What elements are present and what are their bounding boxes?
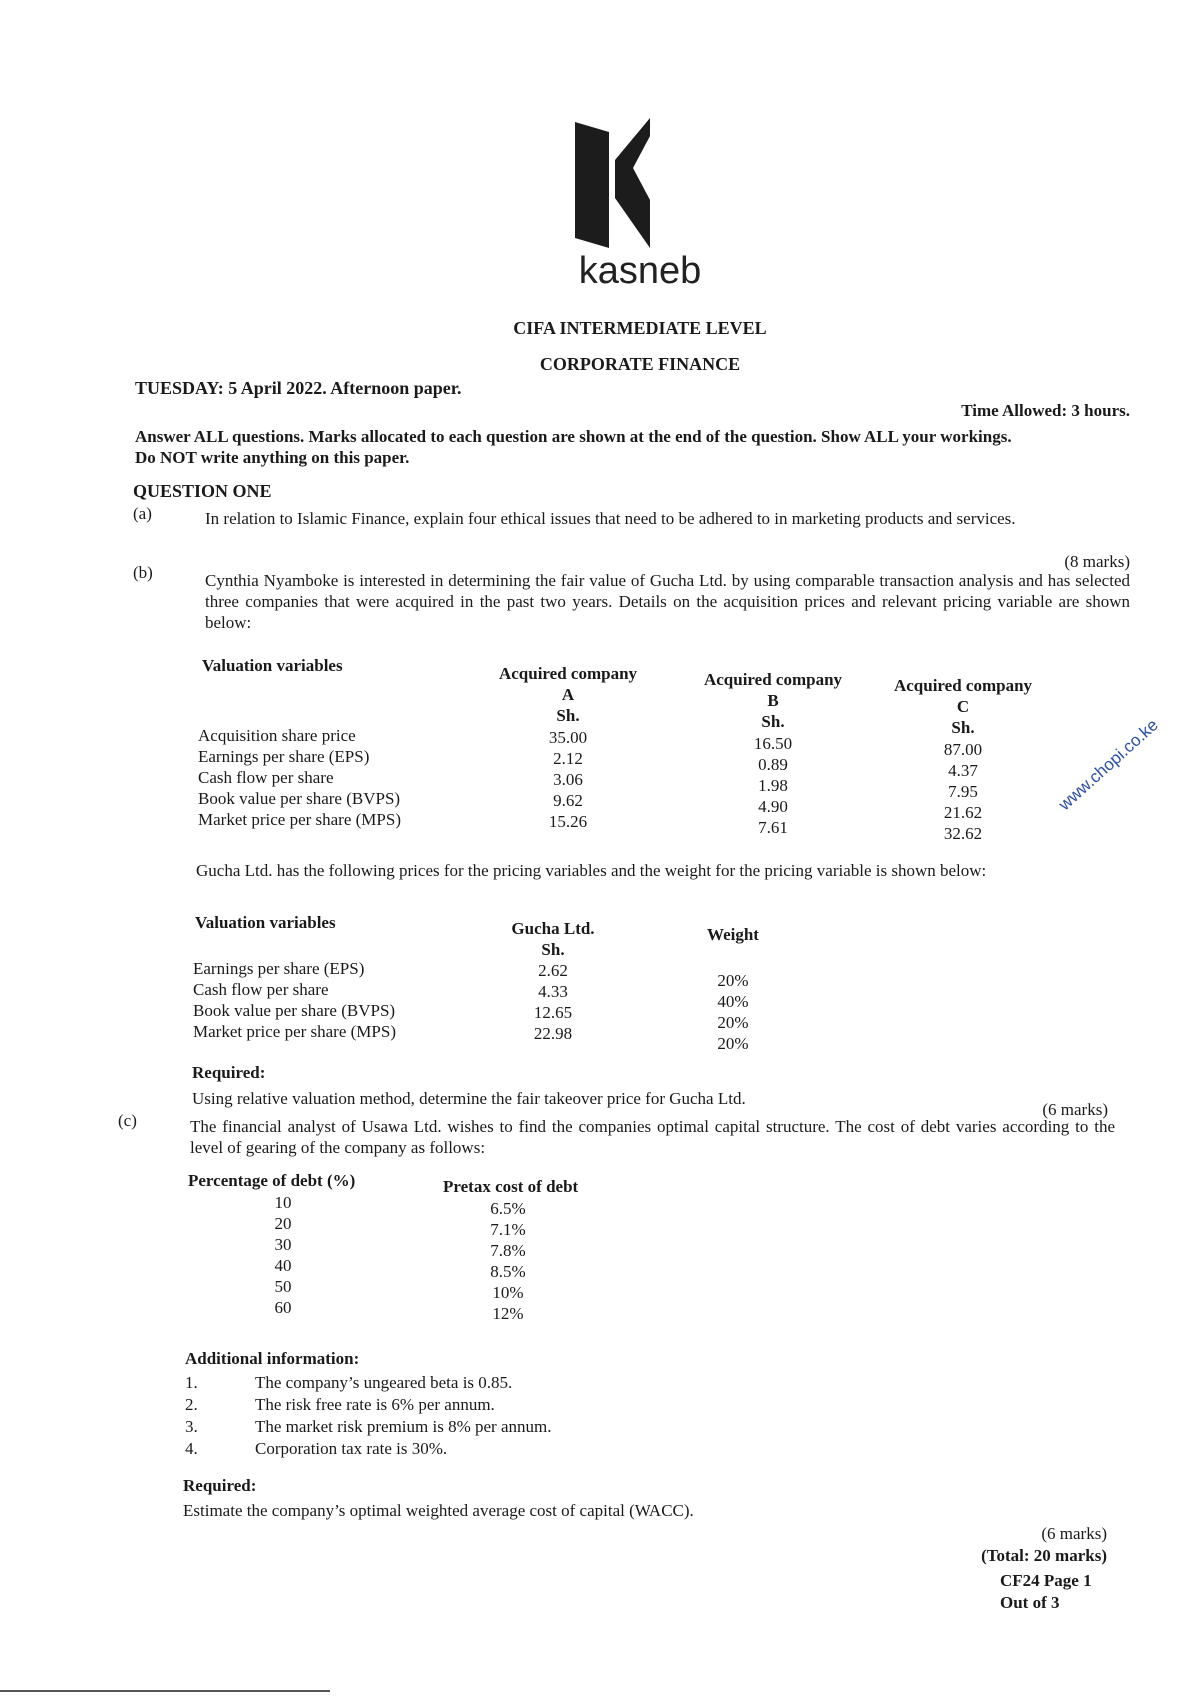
table-row-label: Book value per share (BVPS) xyxy=(193,1001,396,1020)
table1-col-a-header: Acquired company A Sh. xyxy=(498,664,638,725)
part-c-text: The financial analyst of Usawa Ltd. wishes to find the companies optimal capital structure. The cost of debt varies according to the level of gearing of the company as follows: xyxy=(190,1117,1115,1157)
table1-col-b-values xyxy=(683,733,863,838)
table-row-label: Earnings per share (EPS) xyxy=(198,747,370,766)
table-cell: 4.33 xyxy=(538,982,568,1001)
exam-subject: CORPORATE FINANCE xyxy=(539,354,741,374)
table-cell: 20% xyxy=(717,1034,749,1053)
table2-weight-header: Weight xyxy=(707,925,759,944)
table-cell: 32.62 xyxy=(943,824,983,843)
question-title: QUESTION ONE xyxy=(133,481,272,501)
table3-cost-values xyxy=(453,1198,563,1324)
table-cell: 4.37 xyxy=(948,761,978,780)
table-row-label: Market price per share (MPS) xyxy=(193,1022,396,1041)
table1-col-c-values xyxy=(873,739,1053,844)
table-row-label: Earnings per share (EPS) xyxy=(193,959,365,978)
table3-col2-header: Pretax cost of debt xyxy=(443,1177,579,1196)
part-b-marks: (6 marks) xyxy=(1042,1100,1108,1119)
part-b-text: Cynthia Nyamboke is interested in determining the fair value of Gucha Ltd. by using comparable transaction analysis and has selected three companies that were acquired in the past two years. Details on the acquisition prices and relevant pricing variable are shown below: xyxy=(205,571,1130,632)
table-cell: 4.90 xyxy=(758,797,788,816)
bottom-rule xyxy=(0,1690,330,1692)
table-cell: 7.1% xyxy=(490,1220,526,1239)
list-item: 2. The risk free rate is 6% per annum. xyxy=(185,1395,495,1414)
table-cell: 22.98 xyxy=(533,1024,573,1043)
table-cell: 2.12 xyxy=(553,749,583,768)
table-cell: 9.62 xyxy=(553,791,583,810)
watermark-text: www.chopi.co.ke xyxy=(1055,715,1162,815)
table-cell: 20% xyxy=(717,1013,749,1032)
table1-row-labels xyxy=(198,725,458,830)
part-a-marks: (8 marks) xyxy=(1064,552,1130,571)
part-b-required-label: Required: xyxy=(192,1063,266,1082)
total-marks: (Total: 20 marks) xyxy=(981,1546,1107,1565)
table-cell: 0.89 xyxy=(758,755,788,774)
table3-debt-values xyxy=(228,1192,338,1318)
table-cell: 20% xyxy=(717,971,749,990)
table-cell: 7.61 xyxy=(758,818,788,837)
part-b-label: (b) xyxy=(133,563,153,582)
table-cell: 40% xyxy=(717,992,749,1011)
table1-col-a-values xyxy=(478,727,658,832)
page-out-of: Out of 3 xyxy=(1000,1593,1060,1612)
table-row-label: Book value per share (BVPS) xyxy=(198,789,401,808)
table-cell: 50 xyxy=(274,1277,292,1296)
table-cell: 2.62 xyxy=(538,961,568,980)
table-row-label: Cash flow per share xyxy=(198,768,334,787)
table-cell: 60 xyxy=(274,1298,292,1317)
list-item: 4. Corporation tax rate is 30%. xyxy=(185,1439,448,1458)
part-a-text: In relation to Islamic Finance, explain four ethical issues that need to be adhered to in marketing products and services. xyxy=(205,509,1016,528)
part-c-required-text: Estimate the company’s optimal weighted average cost of capital (WACC). xyxy=(183,1501,694,1520)
table-cell: 30 xyxy=(274,1235,292,1254)
time-allowed: Time Allowed: 3 hours. xyxy=(961,401,1130,420)
table2-row-labels xyxy=(193,958,463,1042)
table-cell: 15.26 xyxy=(548,812,588,831)
part-c-label: (c) xyxy=(118,1111,137,1130)
page-number: CF24 Page 1 xyxy=(1000,1571,1092,1590)
table-cell: 20 xyxy=(274,1214,292,1233)
table-cell: 16.50 xyxy=(753,734,793,753)
table-cell: 87.00 xyxy=(943,740,983,759)
instructions-line-2: Do NOT write anything on this paper. xyxy=(135,448,410,467)
table-cell: 10 xyxy=(274,1193,292,1212)
table1-col-b-header: Acquired company B Sh. xyxy=(703,670,843,731)
acquisition-table xyxy=(198,655,1098,855)
table-cell: 7.8% xyxy=(490,1241,526,1260)
table2-price-header: Gucha Ltd. Sh. xyxy=(511,919,595,959)
gucha-table xyxy=(193,912,893,1062)
table-cell: 40 xyxy=(274,1256,292,1275)
part-b-required-text: Using relative valuation method, determine the fair takeover price for Gucha Ltd. xyxy=(192,1089,746,1108)
list-item: 3. The market risk premium is 8% per annum. xyxy=(185,1417,552,1436)
table-row-label: Market price per share (MPS) xyxy=(198,810,401,829)
exam-level: CIFA INTERMEDIATE LEVEL xyxy=(513,318,767,338)
table-cell: 1.98 xyxy=(758,776,788,795)
table3-col1-header: Percentage of debt (%) xyxy=(188,1171,356,1190)
table-row-label: Cash flow per share xyxy=(193,980,329,999)
additional-info-list xyxy=(185,1372,785,1460)
date-line: TUESDAY: 5 April 2022. Afternoon paper. xyxy=(135,378,462,398)
table2-price-values xyxy=(483,960,623,1044)
part-c-required-label: Required: xyxy=(183,1476,257,1495)
additional-info-label: Additional information: xyxy=(185,1349,360,1368)
part-c-marks: (6 marks) xyxy=(1041,1524,1107,1543)
part-a-label: (a) xyxy=(133,504,152,523)
table2-header-label: Valuation variables xyxy=(195,913,336,932)
table1-col-c-header: Acquired company C Sh. xyxy=(893,676,1033,737)
table-cell: 3.06 xyxy=(553,770,583,789)
list-item: 1. The company’s ungeared beta is 0.85. xyxy=(185,1373,513,1392)
table-cell: 8.5% xyxy=(490,1262,526,1281)
table-cell: 7.95 xyxy=(948,782,978,801)
table-cell: 35.00 xyxy=(548,728,588,747)
brand-name: kasneb xyxy=(578,250,702,292)
part-b-text-2: Gucha Ltd. has the following prices for the pricing variables and the weight for the pricing variable is shown below: xyxy=(196,861,987,880)
table-row-label: Acquisition share price xyxy=(198,726,356,745)
table-cell: 6.5% xyxy=(490,1199,526,1218)
instructions-line-1: Answer ALL questions. Marks allocated to each question are shown at the end of the question. Show ALL your workings. xyxy=(135,427,1012,446)
table1-header-label: Valuation variables xyxy=(202,656,343,675)
table-cell: 21.62 xyxy=(943,803,983,822)
table-cell: 10% xyxy=(492,1283,524,1302)
table-cell: 12.65 xyxy=(533,1003,573,1022)
cost-of-debt-table xyxy=(188,1170,688,1340)
table-cell: 12% xyxy=(492,1304,524,1323)
table2-weight-values xyxy=(673,970,793,1054)
